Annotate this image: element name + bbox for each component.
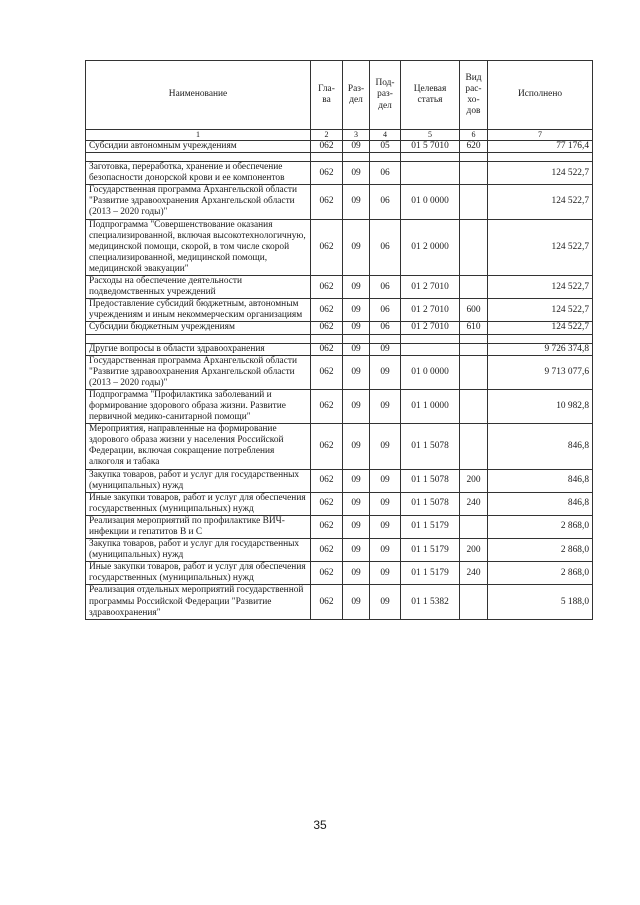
cell-subsection: 09 xyxy=(370,389,401,423)
cell-section: 09 xyxy=(343,424,370,469)
empty-cell xyxy=(488,334,593,343)
cell-amount: 10 982,8 xyxy=(488,389,593,423)
cell-amount: 2 868,0 xyxy=(488,515,593,538)
cell-target-article: 01 5 7010 xyxy=(401,141,460,153)
empty-cell xyxy=(343,153,370,162)
table-row xyxy=(86,585,593,619)
cell-name: Закупка товаров, работ и услуг для государственных (муниципальных) нужд xyxy=(86,539,311,562)
cell-chapter: 062 xyxy=(311,389,343,423)
cell-section: 09 xyxy=(343,343,370,355)
cell-name: Субсидии бюджетным учреждениям xyxy=(86,322,311,334)
cell-name: Заготовка, переработка, хранение и обеспечение безопасности донорской крови и ее компонентов xyxy=(86,162,311,185)
column-number: 4 xyxy=(370,130,401,141)
cell-subsection: 09 xyxy=(370,355,401,389)
cell-name: Иные закупки товаров, работ и услуг для обеспечения государственных (муниципальных) нужд xyxy=(86,492,311,515)
cell-subsection: 06 xyxy=(370,219,401,275)
cell-amount: 124 522,7 xyxy=(488,322,593,334)
cell-amount: 846,8 xyxy=(488,424,593,469)
cell-amount: 846,8 xyxy=(488,492,593,515)
cell-section: 09 xyxy=(343,141,370,153)
table-row xyxy=(86,389,593,423)
cell-amount: 77 176,4 xyxy=(488,141,593,153)
cell-chapter: 062 xyxy=(311,585,343,619)
cell-section: 09 xyxy=(343,185,370,219)
cell-target-article: 01 1 5078 xyxy=(401,492,460,515)
cell-section: 09 xyxy=(343,539,370,562)
cell-subsection: 06 xyxy=(370,162,401,185)
cell-section: 09 xyxy=(343,322,370,334)
cell-amount: 124 522,7 xyxy=(488,162,593,185)
table-row xyxy=(86,322,593,334)
cell-expense-type xyxy=(460,219,488,275)
table-row xyxy=(86,515,593,538)
cell-target-article: 01 2 7010 xyxy=(401,322,460,334)
cell-name: Подпрограмма "Профилактика заболеваний и формирование здорового образа жизни. Развитие первичной медико-санитарной помощи" xyxy=(86,389,311,423)
cell-amount: 2 868,0 xyxy=(488,539,593,562)
cell-name: Расходы на обеспечение деятельности подведомственных учреждений xyxy=(86,276,311,299)
cell-section: 09 xyxy=(343,219,370,275)
cell-name: Реализация мероприятий по профилактике ВИЧ-инфекции и гепатитов B и C xyxy=(86,515,311,538)
cell-name: Подпрограмма "Совершенствование оказания специализированной, включая высокотехнологичную, медицинской помощи, скорой, в том числе скорой специализированной, медицинской помощи, медицинской эвакуации" xyxy=(86,219,311,275)
cell-chapter: 062 xyxy=(311,562,343,585)
table-row xyxy=(86,355,593,389)
cell-subsection: 06 xyxy=(370,322,401,334)
empty-cell xyxy=(460,334,488,343)
cell-section: 09 xyxy=(343,469,370,492)
cell-name: Мероприятия, направленные на формирование здорового образа жизни у населения Российской Федерации, включая сокращение потребления алкоголя и табака xyxy=(86,424,311,469)
cell-subsection: 06 xyxy=(370,299,401,322)
header-amount: Исполнено xyxy=(488,61,593,130)
cell-expense-type: 240 xyxy=(460,492,488,515)
header-row xyxy=(86,61,593,130)
cell-expense-type: 610 xyxy=(460,322,488,334)
empty-cell xyxy=(86,334,311,343)
cell-amount: 9 713 077,6 xyxy=(488,355,593,389)
cell-expense-type: 620 xyxy=(460,141,488,153)
cell-chapter: 062 xyxy=(311,162,343,185)
cell-expense-type xyxy=(460,585,488,619)
column-number: 2 xyxy=(311,130,343,141)
cell-target-article: 01 1 5179 xyxy=(401,515,460,538)
cell-expense-type: 200 xyxy=(460,469,488,492)
cell-target-article: 01 2 7010 xyxy=(401,299,460,322)
cell-section: 09 xyxy=(343,562,370,585)
column-number: 6 xyxy=(460,130,488,141)
cell-expense-type xyxy=(460,343,488,355)
cell-target-article: 01 1 5179 xyxy=(401,539,460,562)
cell-section: 09 xyxy=(343,276,370,299)
table-row xyxy=(86,562,593,585)
cell-subsection: 05 xyxy=(370,141,401,153)
cell-amount: 9 726 374,8 xyxy=(488,343,593,355)
cell-name: Государственная программа Архангельской области "Развитие здравоохранения Архангельской области (2013 – 2020 годы)" xyxy=(86,355,311,389)
column-number: 3 xyxy=(343,130,370,141)
spacer-row xyxy=(86,153,593,162)
cell-name: Другие вопросы в области здравоохранения xyxy=(86,343,311,355)
header-section: Раз- дел xyxy=(343,61,370,130)
table-row xyxy=(86,492,593,515)
cell-section: 09 xyxy=(343,492,370,515)
cell-amount: 846,8 xyxy=(488,469,593,492)
cell-expense-type xyxy=(460,424,488,469)
cell-chapter: 062 xyxy=(311,539,343,562)
cell-target-article xyxy=(401,162,460,185)
empty-cell xyxy=(311,153,343,162)
cell-chapter: 062 xyxy=(311,469,343,492)
cell-target-article: 01 1 5078 xyxy=(401,469,460,492)
cell-expense-type: 600 xyxy=(460,299,488,322)
cell-expense-type: 240 xyxy=(460,562,488,585)
table-row xyxy=(86,162,593,185)
table-row xyxy=(86,343,593,355)
cell-subsection: 06 xyxy=(370,185,401,219)
cell-name: Закупка товаров, работ и услуг для государственных (муниципальных) нужд xyxy=(86,469,311,492)
cell-chapter: 062 xyxy=(311,515,343,538)
cell-section: 09 xyxy=(343,389,370,423)
cell-section: 09 xyxy=(343,515,370,538)
cell-name: Государственная программа Архангельской области "Развитие здравоохранения Архангельской области (2013 – 2020 годы)" xyxy=(86,185,311,219)
header-subsection: Под- раз- дел xyxy=(370,61,401,130)
cell-target-article xyxy=(401,343,460,355)
empty-cell xyxy=(401,334,460,343)
cell-amount: 2 868,0 xyxy=(488,562,593,585)
cell-subsection: 06 xyxy=(370,276,401,299)
cell-section: 09 xyxy=(343,355,370,389)
cell-name: Реализация отдельных мероприятий государственной программы Российской Федерации "Развитие здравоохранения" xyxy=(86,585,311,619)
cell-section: 09 xyxy=(343,162,370,185)
cell-target-article: 01 0 0000 xyxy=(401,355,460,389)
cell-target-article: 01 1 0000 xyxy=(401,389,460,423)
cell-expense-type xyxy=(460,355,488,389)
cell-target-article: 01 2 0000 xyxy=(401,219,460,275)
table-row xyxy=(86,219,593,275)
cell-amount: 5 188,0 xyxy=(488,585,593,619)
cell-expense-type xyxy=(460,162,488,185)
cell-subsection: 09 xyxy=(370,562,401,585)
cell-subsection: 09 xyxy=(370,585,401,619)
table-body xyxy=(86,141,593,620)
table-row xyxy=(86,276,593,299)
cell-subsection: 09 xyxy=(370,492,401,515)
table-row xyxy=(86,299,593,322)
cell-subsection: 09 xyxy=(370,469,401,492)
cell-name: Субсидии автономным учреждениям xyxy=(86,141,311,153)
table-row xyxy=(86,424,593,469)
column-number: 5 xyxy=(401,130,460,141)
budget-table xyxy=(85,60,593,620)
column-number: 7 xyxy=(488,130,593,141)
empty-cell xyxy=(311,334,343,343)
cell-subsection: 09 xyxy=(370,539,401,562)
cell-target-article: 01 1 5382 xyxy=(401,585,460,619)
cell-chapter: 062 xyxy=(311,343,343,355)
cell-chapter: 062 xyxy=(311,276,343,299)
cell-chapter: 062 xyxy=(311,141,343,153)
cell-expense-type xyxy=(460,389,488,423)
cell-chapter: 062 xyxy=(311,219,343,275)
cell-subsection: 09 xyxy=(370,343,401,355)
cell-target-article: 01 0 0000 xyxy=(401,185,460,219)
empty-cell xyxy=(460,153,488,162)
empty-cell xyxy=(86,153,311,162)
cell-amount: 124 522,7 xyxy=(488,276,593,299)
cell-expense-type xyxy=(460,185,488,219)
column-number: 1 xyxy=(86,130,311,141)
header-name: Наименование xyxy=(86,61,311,130)
cell-chapter: 062 xyxy=(311,322,343,334)
cell-target-article: 01 1 5078 xyxy=(401,424,460,469)
cell-name: Предоставление субсидий бюджетным, автономным учреждениям и иным некоммерческим организациям xyxy=(86,299,311,322)
header-target-article: Целевая статья xyxy=(401,61,460,130)
header-chapter: Гла- ва xyxy=(311,61,343,130)
cell-subsection: 09 xyxy=(370,424,401,469)
empty-cell xyxy=(370,153,401,162)
cell-expense-type xyxy=(460,515,488,538)
cell-expense-type: 200 xyxy=(460,539,488,562)
cell-chapter: 062 xyxy=(311,299,343,322)
cell-amount: 124 522,7 xyxy=(488,219,593,275)
header-expense-type: Вид рас- хо- дов xyxy=(460,61,488,130)
table-row xyxy=(86,539,593,562)
cell-chapter: 062 xyxy=(311,355,343,389)
table-row xyxy=(86,185,593,219)
table-row xyxy=(86,141,593,153)
cell-name: Иные закупки товаров, работ и услуг для обеспечения государственных (муниципальных) нужд xyxy=(86,562,311,585)
cell-section: 09 xyxy=(343,585,370,619)
cell-expense-type xyxy=(460,276,488,299)
cell-chapter: 062 xyxy=(311,424,343,469)
page-number: 35 xyxy=(313,818,327,832)
cell-target-article: 01 2 7010 xyxy=(401,276,460,299)
column-number-row xyxy=(86,130,593,141)
empty-cell xyxy=(401,153,460,162)
cell-subsection: 09 xyxy=(370,515,401,538)
cell-target-article: 01 1 5179 xyxy=(401,562,460,585)
spacer-row xyxy=(86,334,593,343)
cell-section: 09 xyxy=(343,299,370,322)
empty-cell xyxy=(370,334,401,343)
empty-cell xyxy=(488,153,593,162)
cell-amount: 124 522,7 xyxy=(488,185,593,219)
table-row xyxy=(86,469,593,492)
cell-chapter: 062 xyxy=(311,185,343,219)
empty-cell xyxy=(343,334,370,343)
cell-amount: 124 522,7 xyxy=(488,299,593,322)
cell-chapter: 062 xyxy=(311,492,343,515)
